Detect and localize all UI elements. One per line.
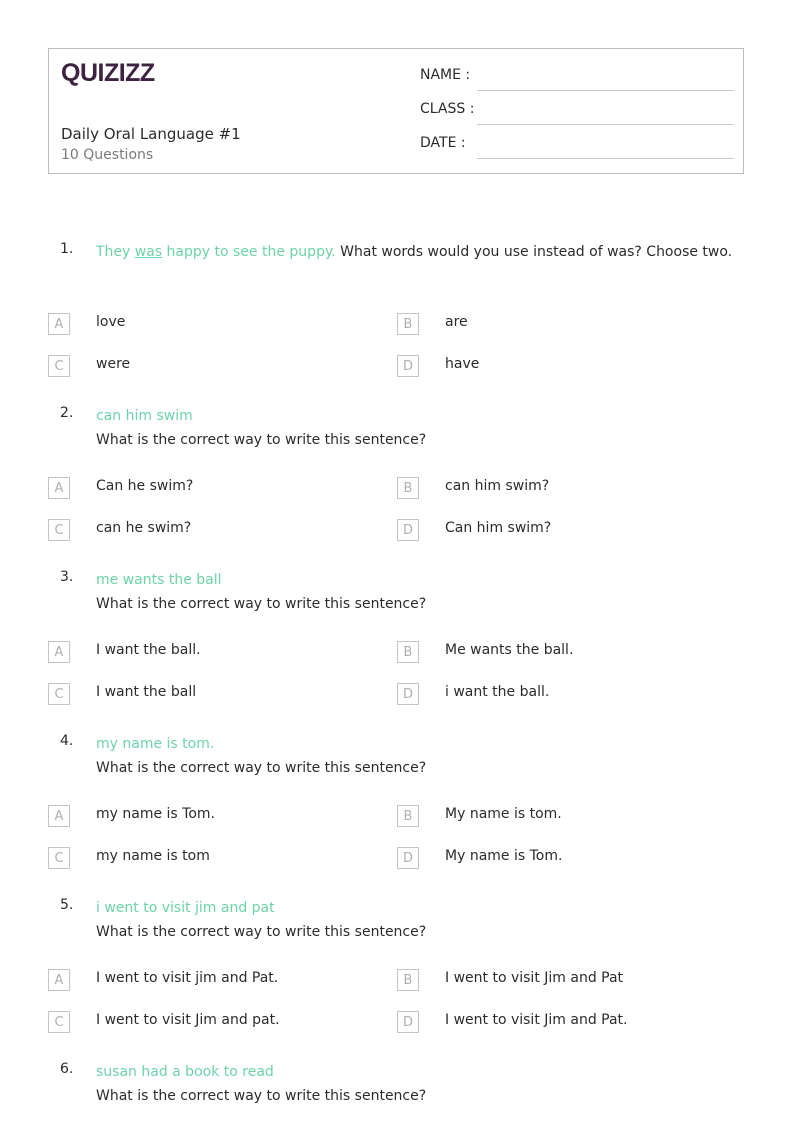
option-letter-box[interactable]: D — [397, 683, 419, 705]
option-letter-box[interactable]: C — [48, 683, 70, 705]
option-letter-box[interactable]: B — [397, 477, 419, 499]
option-text: Can him swim? — [445, 520, 552, 536]
option-letter-box[interactable]: A — [48, 969, 70, 991]
question-number: 1. — [60, 241, 74, 257]
question-prompt — [96, 568, 744, 616]
question-number: 5. — [60, 897, 74, 913]
prompt-instruction: What is the correct way to write this sentence? — [96, 1088, 427, 1104]
prompt-sentence-part: They — [96, 244, 135, 260]
prompt-sentence: my name is tom. — [96, 736, 215, 752]
quizizz-logo: QUIZIZZ — [61, 59, 155, 87]
option-text: I went to visit jim and Pat. — [96, 970, 279, 986]
option-text: are — [445, 314, 468, 330]
option-letter-box[interactable]: A — [48, 477, 70, 499]
option-letter-box[interactable]: D — [397, 519, 419, 541]
name-field[interactable] — [420, 67, 734, 91]
option-text: My name is Tom. — [445, 848, 563, 864]
option-text: I want the ball. — [96, 642, 201, 658]
option-text: I went to visit Jim and Pat — [445, 970, 624, 986]
option-text: I want the ball — [96, 684, 197, 700]
date-label: DATE : — [420, 135, 466, 151]
option-letter-box[interactable]: C — [48, 355, 70, 377]
date-line[interactable] — [477, 158, 734, 159]
underlined-word: was — [134, 244, 163, 260]
option-letter-box[interactable]: C — [48, 1011, 70, 1033]
option-letter-box[interactable]: D — [397, 847, 419, 869]
option-text: can he swim? — [96, 520, 192, 536]
option-text: love — [96, 314, 126, 330]
question-prompt — [96, 240, 744, 264]
option-letter-box[interactable]: B — [397, 641, 419, 663]
date-field[interactable] — [420, 135, 734, 159]
prompt-sentence-part: happy to see the puppy. — [162, 244, 336, 260]
class-field[interactable] — [420, 101, 734, 125]
option-text: Me wants the ball. — [445, 642, 574, 658]
worksheet-header — [48, 48, 744, 174]
prompt-instruction: What is the correct way to write this sentence? — [96, 596, 427, 612]
prompt-sentence: me wants the ball — [96, 572, 222, 588]
prompt-sentence: i went to visit jim and pat — [96, 900, 275, 916]
option-letter-box[interactable]: D — [397, 1011, 419, 1033]
class-line[interactable] — [477, 124, 734, 125]
question-number: 4. — [60, 733, 74, 749]
class-label: CLASS : — [420, 101, 475, 117]
question-count: 10 Questions — [61, 147, 154, 163]
option-text: my name is tom — [96, 848, 210, 864]
prompt-sentence: can him swim — [96, 408, 193, 424]
name-label: NAME : — [420, 67, 471, 83]
option-letter-box[interactable]: B — [397, 313, 419, 335]
question-number: 6. — [60, 1061, 74, 1077]
option-letter-box[interactable]: C — [48, 519, 70, 541]
question-prompt — [96, 404, 744, 452]
option-letter-box[interactable]: A — [48, 641, 70, 663]
prompt-instruction: What is the correct way to write this sentence? — [96, 924, 427, 940]
name-line[interactable] — [477, 90, 734, 91]
option-letter-box[interactable]: C — [48, 847, 70, 869]
prompt-sentence: susan had a book to read — [96, 1064, 274, 1080]
option-text: My name is tom. — [445, 806, 562, 822]
option-letter-box[interactable]: A — [48, 313, 70, 335]
option-text: were — [96, 356, 131, 372]
question-prompt — [96, 732, 744, 780]
option-text: i want the ball. — [445, 684, 550, 700]
option-text: can him swim? — [445, 478, 550, 494]
option-letter-box[interactable]: D — [397, 355, 419, 377]
option-text: I went to visit Jim and Pat. — [445, 1012, 628, 1028]
option-text: have — [445, 356, 480, 372]
option-text: I went to visit Jim and pat. — [96, 1012, 280, 1028]
prompt-instruction: What is the correct way to write this sentence? — [96, 760, 427, 776]
option-text: Can he swim? — [96, 478, 194, 494]
worksheet-title: Daily Oral Language #1 — [61, 125, 241, 143]
question-prompt — [96, 896, 744, 944]
option-letter-box[interactable]: B — [397, 805, 419, 827]
question-number: 2. — [60, 405, 74, 421]
prompt-instruction: What is the correct way to write this sentence? — [96, 432, 427, 448]
question-prompt — [96, 1060, 744, 1108]
option-letter-box[interactable]: B — [397, 969, 419, 991]
question-number: 3. — [60, 569, 74, 585]
prompt-instruction: What words would you use instead of was? Choose two. — [335, 244, 733, 260]
option-letter-box[interactable]: A — [48, 805, 70, 827]
option-text: my name is Tom. — [96, 806, 215, 822]
